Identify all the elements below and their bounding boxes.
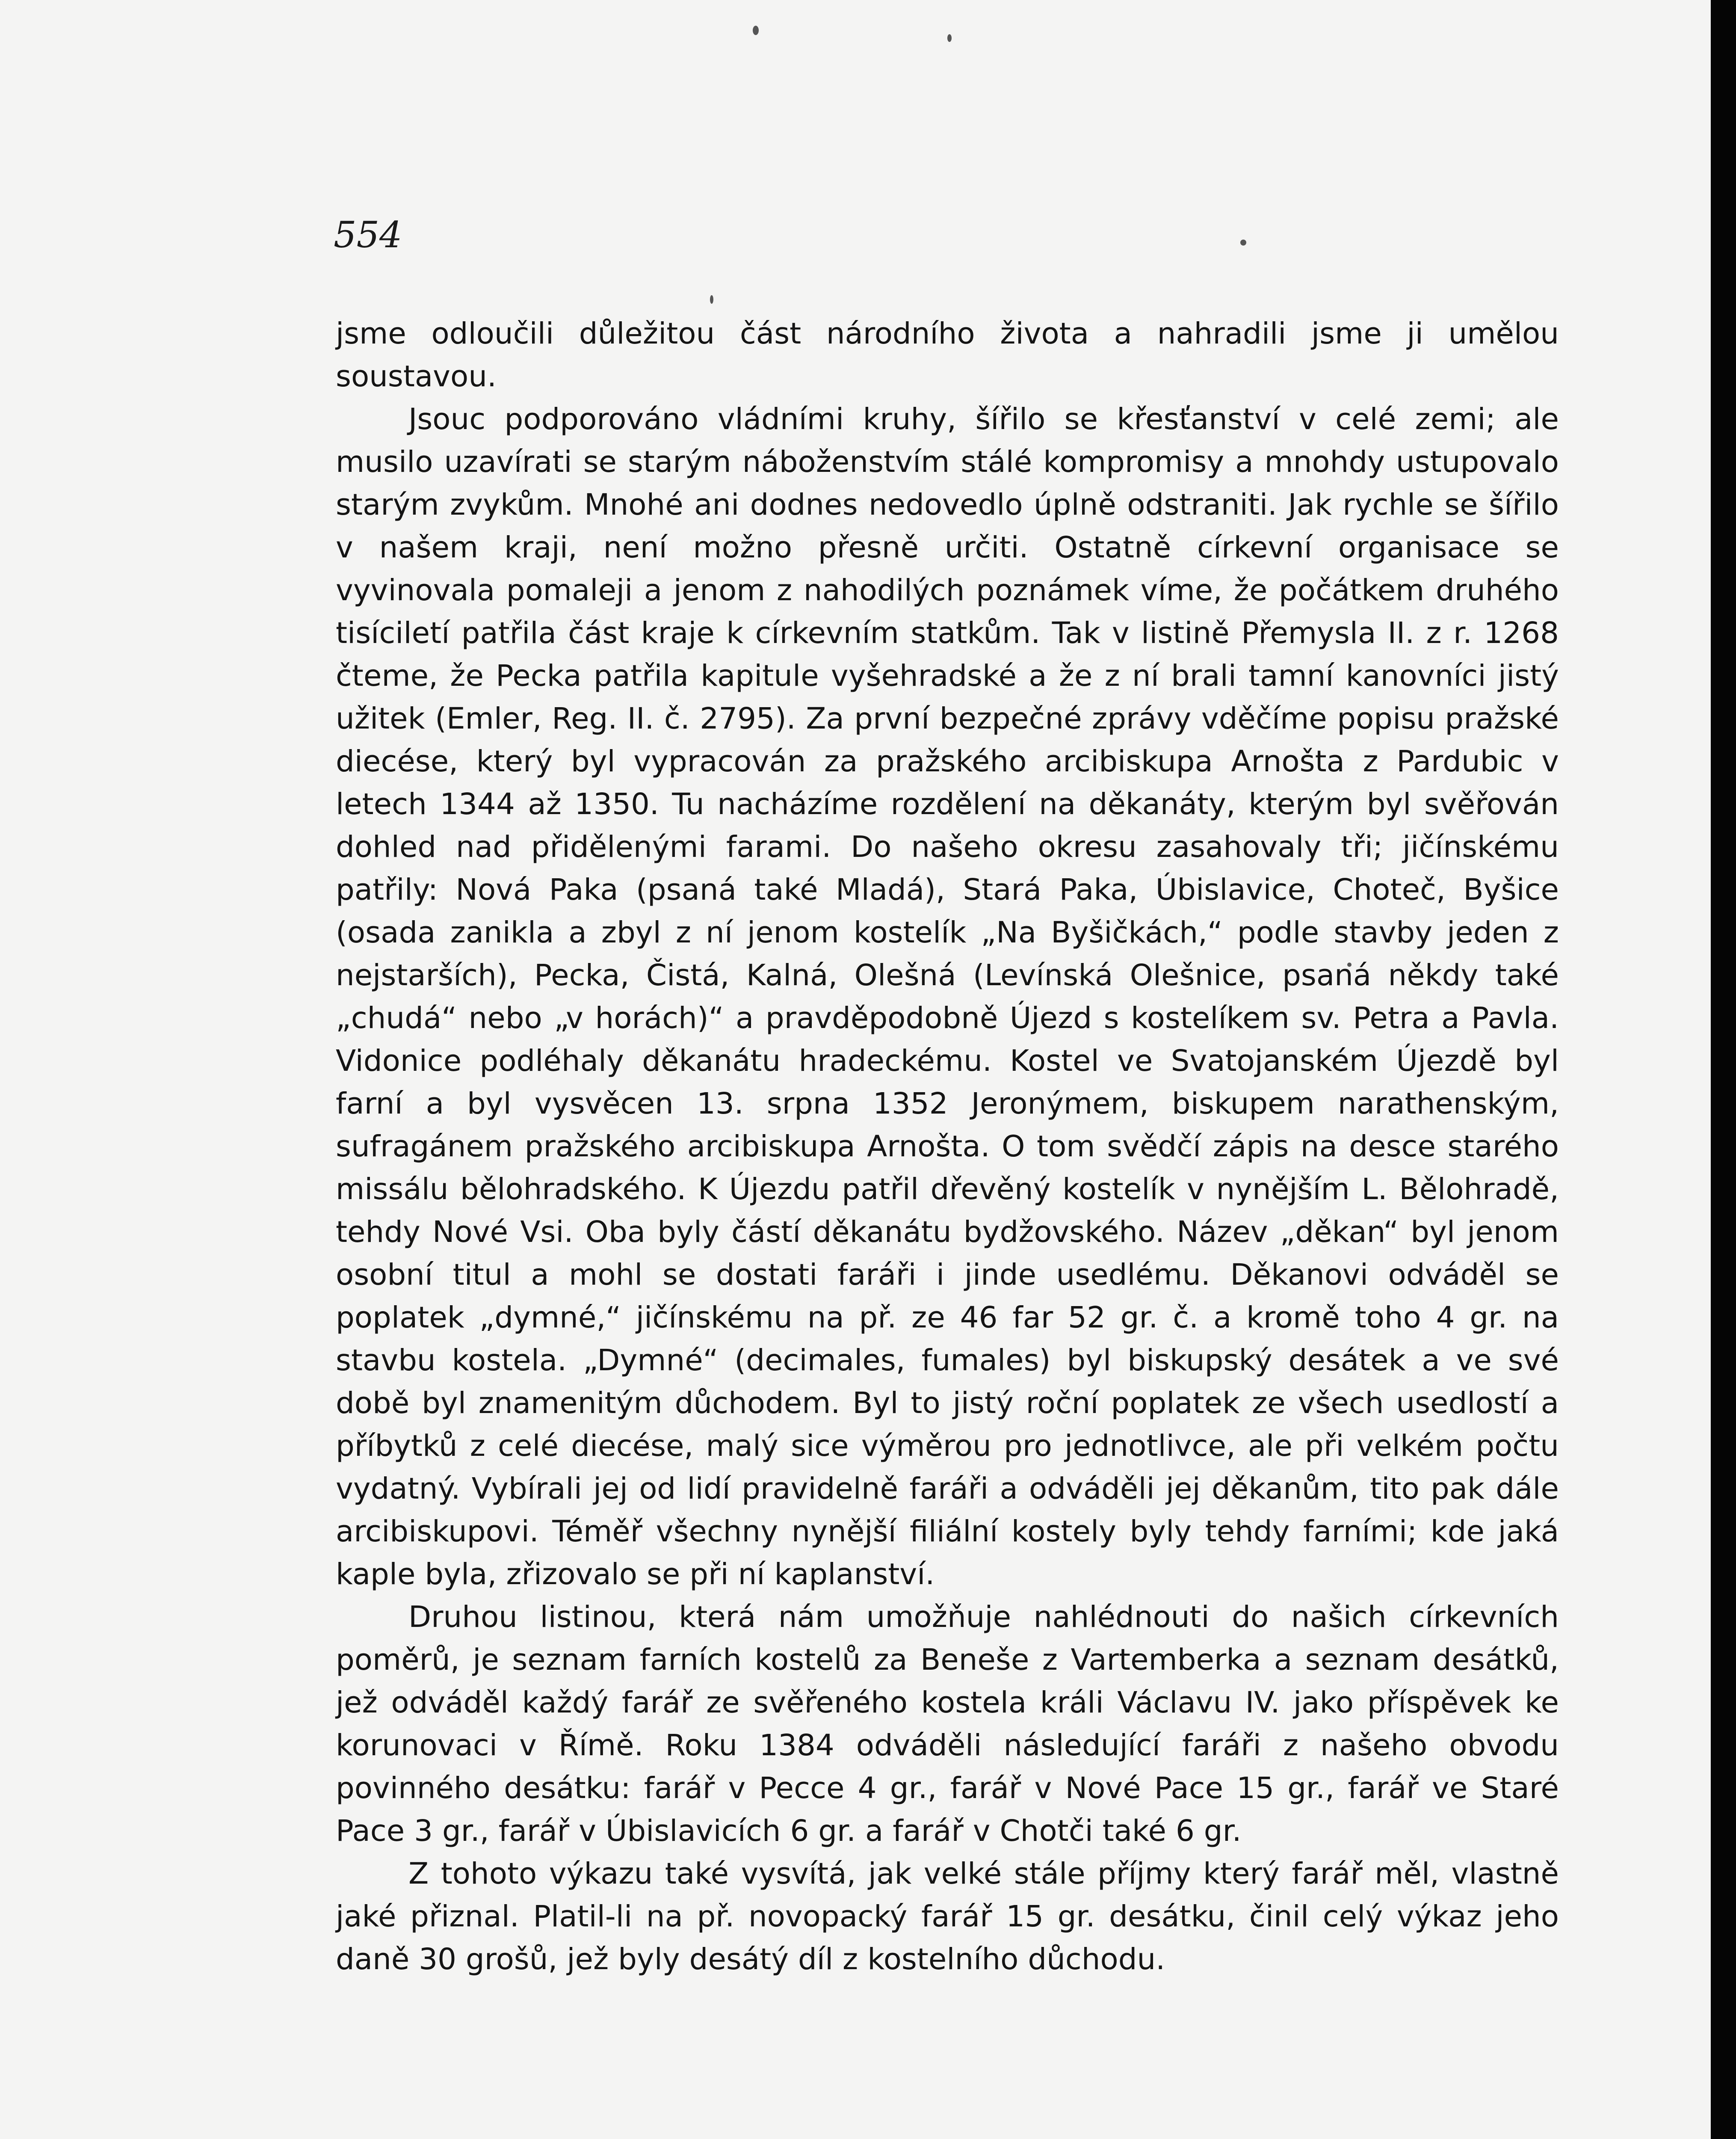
page-number: 554 [334, 214, 402, 256]
scan-speck [753, 26, 759, 35]
paragraph: Druhou listinou, která nám umožňuje nahlédnouti do našich církevních poměrů, je seznam farních kostelů za Beneše z Vartemberka a seznam desátků, jež odváděl každý farář ze svěřeného kostela králi Václavu IV. jako příspěvek ke korunovaci v Římě. Roku 1384 odváděli následující faráři z našeho obvodu povinného desátku: farář v Pecce 4 gr., farář v Nové Pace 15 gr., farář ve Staré Pace 3 gr., farář v Úbislavicích 6 gr. a farář v Chotči také 6 gr. [336, 1600, 1559, 1848]
scan-border [1711, 0, 1736, 2139]
paragraph: Jsouc podporováno vládními kruhy, šířilo se křesťanství v celé zemi; ale musilo uzavírati se starým náboženstvím stálé kompromisy a mnohdy ustupovalo starým zvykům. Mnohé ani dodnes nedovedlo úplně odstraniti. Jak rychle se šířilo v našem kraji, není možno přesně určiti. Ostatně církevní organisace se vyvinovala pomaleji a jenom z nahodilých poznámek víme, že počátkem druhého tisíciletí patřila část kraje k církevním statkům. Tak v listině Přemysla II. z r. 1268 čteme, že Pecka patřila kapitule vyšehradské a že z ní brali tamní kanovníci jistý užitek (Emler, Reg. II. č. 2795). Za první bezpečné zprávy vděčíme popisu pražské diecése, který byl vypracován za pražského arcibiskupa Arnošta z Pardubic v letech 1344 až 1350. Tu nacházíme rozdělení na děkanáty, kterým byl svěřován dohled nad přidělenými farami. Do našeho okresu zasahovaly tři; jičínskému patřily: Nová Paka (psaná také Mladá), Stará Paka, Úbislavice, Choteč, Byšice (osada zanikla a zbyl z ní jenom kostelík „Na Byšičkách,“ podle stavby jeden z nejstarších), Pecka, Čistá, Kalná, Olešná (Levínská Olešnice, psaná někdy také „chudá“ nebo „v horách)“ a pravděpodobně Újezd s kostelíkem sv. Petra a Pavla. Vidonice podléhaly děkanátu hradeckému. Kostel ve Svatojanském Újezdě byl farní a byl vysvěcen 13. srpna 1352 Jeronýmem, biskupem narathenským, sufragánem pražského arcibiskupa Arnošta. O tom svědčí zápis na desce starého missálu bělohradského. K Újezdu patřil dřevěný kostelík v nynějším L. Bělohradě, tehdy Nové Vsi. Oba byly částí děkanátu bydžovského. Název „děkan“ byl jenom osobní titul a mohl se dostati faráři i jinde usedlému. Děkanovi odváděl se poplatek „dymné,“ jičínskému na př. ze 46 far 52 gr. č. a kromě toho 4 gr. na stavbu kostela. „Dymné“ (decimales, fumales) byl biskupský desátek a ve své době byl znamenitým důchodem. Byl to jistý roční poplatek ze všech usedlostí a příbytků z celé diecése, malý sice výměrou pro jednotlivce, ale při velkém počtu vydatný. Vybírali jej od lidí pravidelně faráři a odváděli jej děkanům, tito pak dále arcibiskupovi. Téměř všechny nynější filiální kostely byly tehdy farními; kde jaká kaple byla, zřizovalo se při ní kaplanství. [336, 402, 1559, 1591]
body-text [336, 312, 1559, 1981]
paragraph: Z tohoto výkazu také vysvítá, jak velké stále příjmy který farář měl, vlastně jaké přiznal. Platil-li na př. novopacký farář 15 gr. desátku, činil celý výkaz jeho daně 30 grošů, jež byly desátý díl z kostelního důchodu. [336, 1857, 1559, 1976]
scan-speck [1240, 240, 1246, 246]
scan-speck [947, 34, 952, 42]
paragraph: jsme odloučili důležitou část národního života a nahradili jsme ji umělou soustavou. [336, 317, 1559, 394]
scan-speck [710, 295, 713, 304]
